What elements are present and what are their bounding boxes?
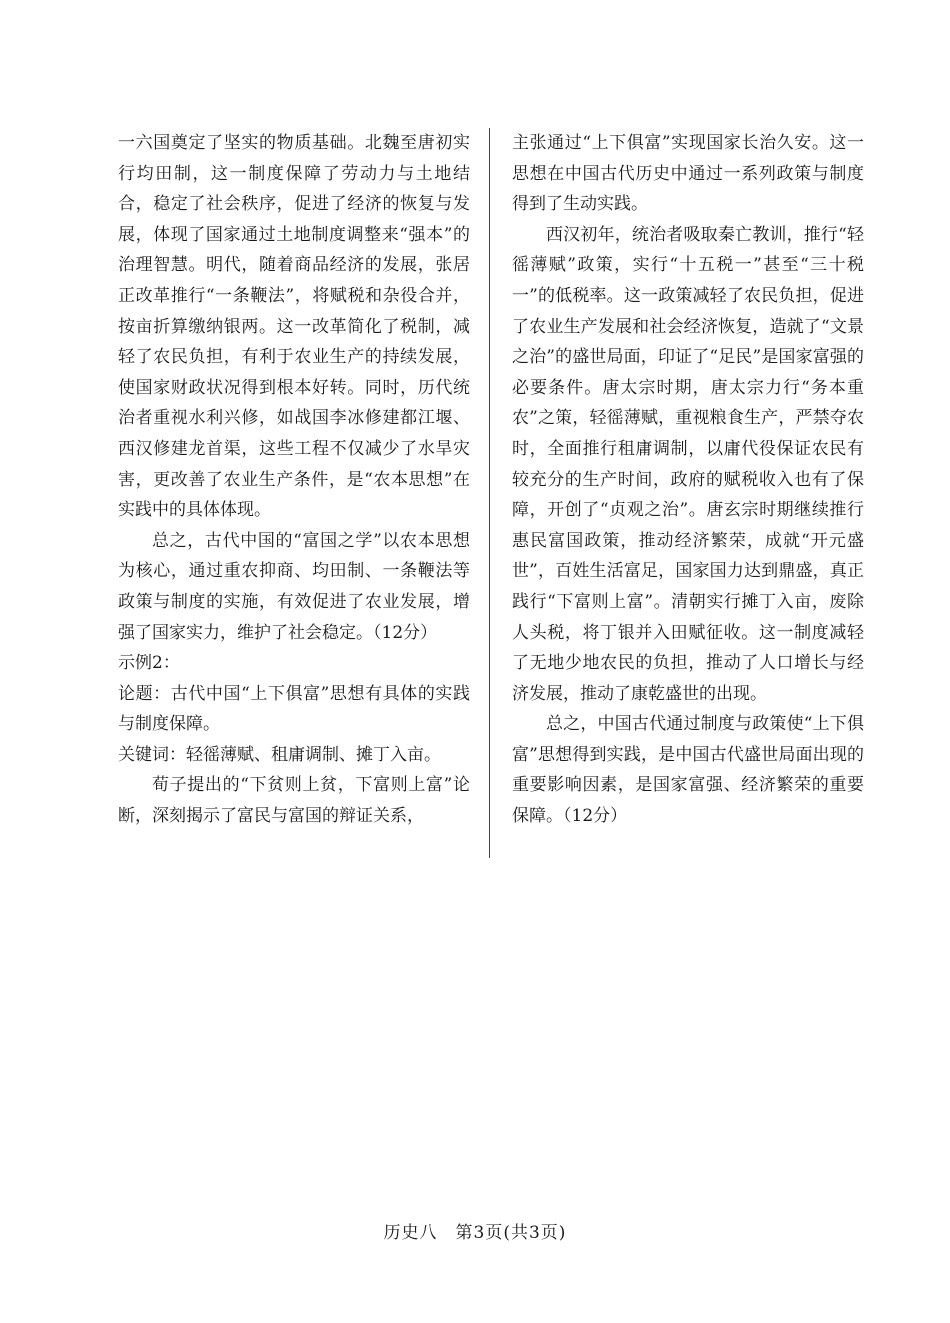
page-footer: 历史八 第3页(共3页) <box>383 1223 567 1243</box>
right-paragraph-history: 西汉初年，统治者吸取秦亡教训，推行“轻徭薄赋”政策，实行“十五税一”甚至“三十税一”的低税率。这一政策减轻了农民负担，促进了农业生产发展和社会经济恢复，造就了“文景之治”的盛世局面，印证了“足民”是国家富强的必要条件。唐太宗时期，唐太宗力行“务本重农”之策，轻徭薄赋，重视粮食生产，严禁夺农时，全面推行租庸调制，以庸代役保证农民有较充分的生产时间，政府的赋税收入也有了保障，开创了“贞观之治”。唐玄宗时期继续推行惠民富国政策，推动经济繁荣，成就“开元盛世”，百姓生活富足，国家国力达到鼎盛，真正践行“下富则上富”。清朝实行摊丁入亩，废除人头税，将丁银并入田赋征收。这一制度减轻了无地少地农民的负担，推动了人口增长与经济发展，推动了康乾盛世的出现。 <box>512 224 864 704</box>
right-paragraph-summary: 总之，中国古代通过制度与政策使“上下俱富”思想得到实践，是中国古代盛世局面出现的重要影响因素，是国家富强、经济繁荣的重要保障。（12分） <box>512 714 864 827</box>
right-paragraph-continuation: 主张通过“上下俱富”实现国家长治久安。这一思想在中国古代历史中通过一系列政策与制度得到了生动实践。 <box>512 133 864 215</box>
example-label: 示例2： <box>118 653 180 674</box>
right-column <box>512 128 864 832</box>
keywords-line: 关键词：轻徭薄赋、租庸调制、摊丁入亩。 <box>118 744 441 765</box>
left-paragraph-xunzi: 荀子提出的“下贫则上贫，下富则上富”论断，深刻揭示了富民与富国的辩证关系， <box>118 775 470 827</box>
column-divider <box>489 128 490 858</box>
left-paragraph-continuation: 一六国奠定了坚实的物质基础。北魏至唐初实行均田制，这一制度保障了劳动力与土地结合，稳定了社会秩序，促进了经济的恢复与发展，体现了国家通过土地制度调整来“强本”的治理智慧。明代，随着商品经济的发展，张居正改革推行“一条鞭法”，将赋税和杂役合并，按亩折算缴纳银两。这一改革简化了税制，减轻了农民负担，有利于农业生产的持续发展，使国家财政状况得到根本好转。同时，历代统治者重视水利兴修，如战国李冰修建都江堰、西汉修建龙首渠，这些工程不仅减少了水旱灾害，更改善了农业生产条件，是“农本思想”在实践中的具体体现。 <box>118 133 470 521</box>
left-column <box>118 128 470 832</box>
left-paragraph-summary: 总之，古代中国的“富国之学”以农本思想为核心，通过重农抑商、均田制、一条鞭法等政策与制度的实施，有效促进了农业发展，增强了国家实力，维护了社会稳定。（12分） <box>118 530 470 643</box>
thesis-line: 论题：古代中国“上下俱富”思想有具体的实践与制度保障。 <box>118 683 470 735</box>
